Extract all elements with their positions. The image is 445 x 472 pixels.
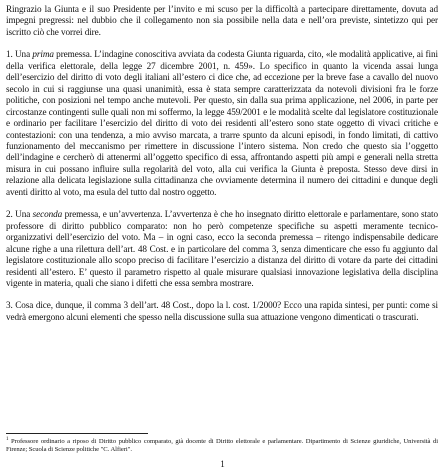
paragraph-2-text: premessa, e un’avvertenza. L’avvertenza è che ho insegnato diritto elettorale e parlamentare, sono stato professore di diritto pubblico comparato: non ho però competenze specifiche su aspetti meramente tecnico-organizzativi dell’esercizio del voto. Ma – in ogni caso, ecco la seconda premessa – ritengo indispensabile dedicare alcune righe a una rilettura dell’art. 48 Cost. e in particolare del comma 3, senza dimenticare che esso fu aggiunto dal legislatore costituzionale allo scopo preciso di facilitare l’esercizio a distanza del diritto di votare da parte dei cittadini residenti all’estero. E’ questo il parametro rispetto al quale misurare qualsiasi innovazione legislativa della disciplina vigente in materia, quali che siano i difetti che essa sembra mostrare. — [6, 209, 438, 288]
paragraph-2-emphasis: seconda — [32, 209, 63, 220]
paragraph-1 — [6, 49, 438, 198]
paragraph-1-text: premessa. L’indagine conoscitiva avviata da codesta Giunta riguarda, cito, «le modalità applicative, ai fini della verifica elettorale, della legge 27 dicembre 2001, n. 459». Lo specifico in quanto la vicenda assai lunga dell’esercizio del diritto di voto degli italiani all’estero ci dice che, ad eccezione per la breve fase a cavallo del nuovo secolo in cui si raggiunse una quasi unanimità, essa è stata sempre caratterizzata da notevoli divisioni fra le forze politiche, con posizioni nel tempo anche mutevoli. Per questo, sin dalla sua prima applicazione, nel 2006, in parte per circostanze contingenti sulle quali non mi soffermo, la legge 459/2001 e le modalità scelte dal legislatore costituzionale e ordinario per facilitare l’esercizio del diritto di voto dei residenti all’estero sono state oggetto di vivaci critiche e contestazioni: con una tendenza, a mio avviso marcata, a trarre spunto da alcuni episodi, in fondo limitati, di cattivo funzionamento del meccanismo per rimettere in discussione l’intero sistema. Non credo che questo sia l’oggetto dell’indagine e cercherò di attenermi all’oggetto specifico di essa, affrontando aspetti più ampi e generali nella stretta misura in cui possano influire sulla regolarità del voto, alla cui verifica la Giunta è preposta. Stesso deve dirsi in relazione alla delicata legislazione sulla cittadinanza che ovviamente determina il numero dei cittadini e dunque degli aventi diritto al voto, ma esula del tutto dal nostro oggetto. — [6, 49, 438, 197]
footnote-text: Professore ordinario a riposo di Diritto pubblico comparato, già docente di Diritto elettorale e parlamentare. Dipartimento di Scienze giuridiche, Università di Firenze; Scuola di Scienze politiche "C. Alfieri". — [6, 438, 438, 454]
footnote — [6, 438, 438, 454]
paragraph-2 — [6, 209, 438, 289]
paragraph-2-lead: 2. Una — [6, 209, 33, 220]
footnote-divider — [6, 433, 148, 434]
paragraph-1-lead: 1. Una — [6, 49, 33, 60]
paragraph-3: 3. Cosa dice, dunque, il comma 3 dell’art. 48 Cost., dopo la l. cost. 1/2000? Ecco una rapida sintesi, per punti: come si vedrà emergono alcuni elementi che spesso nella discussione sulla sua attuazione vengono dimenticati o trascurati. — [6, 300, 438, 322]
paragraph-1-emphasis: prima — [32, 49, 54, 60]
intro-paragraph: Ringrazio la Giunta e il suo Presidente per l’invito e mi scuso per la difficoltà a partecipare direttamente, dovuta ad impegni pregressi: nel dubbio che il collegamento non sia possibile nella data e nell’ora previste, sintetizzo qui per iscritto ciò che vorrei dire. — [6, 4, 438, 37]
page-number: 1 — [220, 459, 225, 469]
paragraph-gap — [6, 38, 438, 49]
footnote-marker: 1 — [6, 436, 9, 442]
page-body — [6, 4, 438, 323]
paragraph-gap — [6, 289, 438, 300]
paragraph-gap — [6, 198, 438, 209]
